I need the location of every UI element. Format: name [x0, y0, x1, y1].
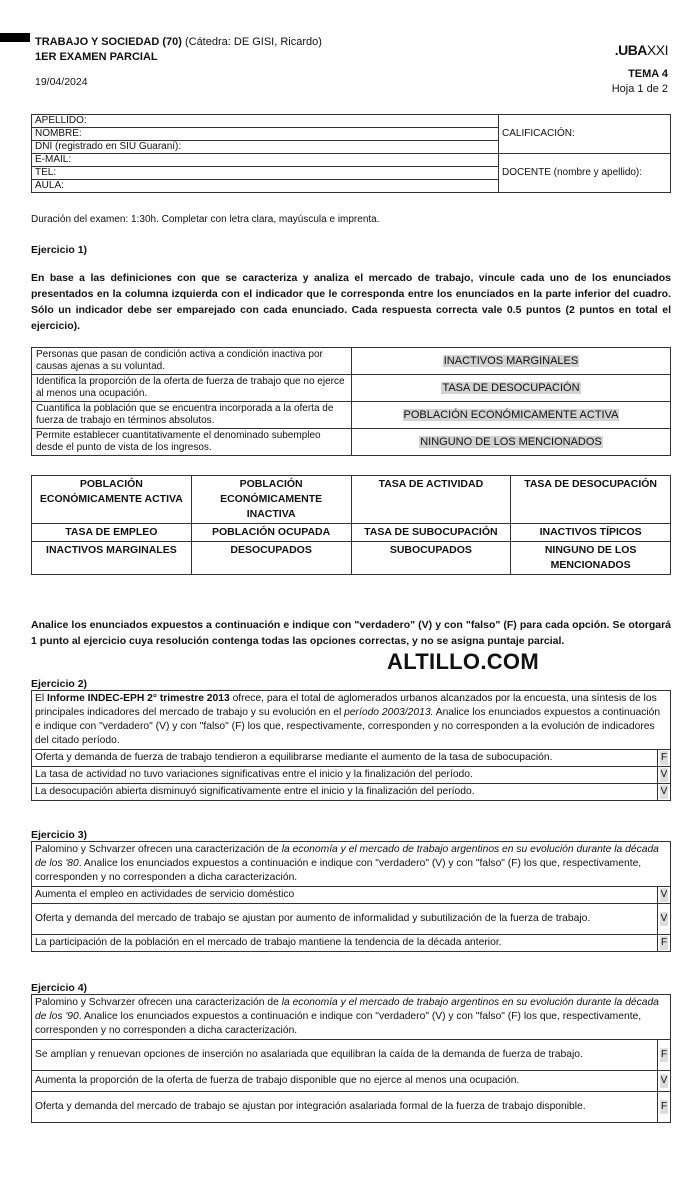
ej1-answer[interactable]: POBLACIÓN ECONÓMICAMENTE ACTIVA [352, 402, 671, 429]
ej2-answer[interactable]: F [658, 750, 671, 767]
ej3-statement: La participación de la población en el mercado de trabajo mantiene la tendencia de la década anterior. [32, 935, 658, 952]
ej3-answer[interactable]: F [658, 935, 671, 952]
ej1-statement: Cuantifica la población que se encuentra incorporada a la oferta de fuerza de trabajo en términos absolutos. [32, 402, 352, 429]
ej1-option: NINGUNO DE LOS MENCIONADOS [511, 542, 671, 575]
ej1-option: INACTIVOS MARGINALES [32, 542, 192, 575]
ej2-statement: Oferta y demanda de fuerza de trabajo tendieron a equilibrarse mediante el aumento de la tasa de subocupación. [32, 750, 658, 767]
ej3-intro: Palomino y Schvarzer ofrecen una caracterización de la economía y el mercado de trabajo argentinos en su evolución durante la década de los '80. Analice los enunciados expuestos a continuación e indique con "verdadero" (V) y con "falso" (F) los que, respectivamente, corresponden y no corresponden a dicha caracterización. [32, 842, 671, 887]
tema-label: TEMA 4 [628, 68, 668, 80]
ej1-option: TASA DE EMPLEO [32, 524, 192, 542]
page-count: Hoja 1 de 2 [611, 83, 668, 95]
ej1-option: TASA DE SUBOCUPACIÓN [351, 524, 511, 542]
ej1-statement: Identifica la proporción de la oferta de fuerza de trabajo que no ejerce al menos una ocupación. [32, 375, 352, 402]
uba-xxi-logo: .UBAXXI [614, 42, 668, 58]
course-title: TRABAJO Y SOCIEDAD (70) (Cátedra: DE GISI, Ricardo) [35, 36, 322, 48]
ej2-answer[interactable]: V [658, 784, 671, 801]
email-field[interactable]: E-MAIL: [32, 154, 499, 167]
ej1-instructions: En base a las definiciones con que se caracteriza y analiza el mercado de trabajo, vincule cada uno de los enunciados presentados en la columna izquierda con el indicador que le corresponda entre los enunciados en la parte inferior del cuadro. Sólo un indicador debe ser emparejado con cada enunciado. Cada respuesta correcta vale 0.5 puntos (2 puntos en total el ejercicio). [31, 272, 671, 332]
ej1-option: POBLACIÓN OCUPADA [191, 524, 351, 542]
dni-field[interactable]: DNI (registrado en SIU Guaraní): [32, 141, 499, 154]
tel-field[interactable]: TEL: [32, 167, 499, 180]
ej3-statement: Aumenta el empleo en actividades de servicio doméstico [32, 887, 658, 904]
ej3-table [31, 841, 671, 952]
ej2-table [31, 690, 671, 801]
ej2-intro: El Informe INDEC-EPH 2° trimestre 2013 ofrece, para el total de aglomerados urbanos alcanzados por la encuesta, una síntesis de los principales indicadores del mercado de trabajo y su evolución en el período 2003/2013. Analice los enunciados expuestos a continuación e indique con "verdadero" (V) y con "falso" (F) los que, respectivamente, corresponden y no corresponden a la evolución de indicadores del citado período. [32, 691, 671, 750]
ej2-answer[interactable]: V [658, 767, 671, 784]
ej4-statement: Oferta y demanda del mercado de trabajo se ajustan por integración asalariada formal de la fuerza de trabajo disponible. [32, 1092, 658, 1123]
ej1-answer[interactable]: NINGUNO DE LOS MENCIONADOS [352, 429, 671, 456]
ej4-statement: Se amplían y renuevan opciones de inserción no asalariada que equilibran la caída de la demanda de fuerza de trabajo. [32, 1040, 658, 1071]
ej2-title: Ejercicio 2) [31, 678, 88, 690]
student-id-table [31, 114, 671, 193]
ej1-match-table [31, 347, 671, 456]
watermark: ALTILLO.COM [387, 649, 539, 674]
exam-date: 19/04/2024 [35, 76, 88, 88]
ej4-statement: Aumenta la proporción de la oferta de fuerza de trabajo disponible que no ejerce al menos una ocupación. [32, 1071, 658, 1092]
ej2-statement: La tasa de actividad no tuvo variaciones significativas entre el inicio y la finalización del período. [32, 767, 658, 784]
ej3-answer[interactable]: V [658, 904, 671, 935]
redaction-bar [0, 33, 30, 42]
ej1-title: Ejercicio 1) [31, 244, 88, 256]
exam-title: 1ER EXAMEN PARCIAL [35, 51, 158, 63]
aula-field[interactable]: AULA: [32, 180, 499, 193]
ej3-title: Ejercicio 3) [31, 829, 88, 841]
ej1-option: DESOCUPADOS [191, 542, 351, 575]
ej3-statement: Oferta y demanda del mercado de trabajo se ajustan por aumento de informalidad y subutilización de la fuerza de trabajo. [32, 904, 658, 935]
ej1-options-table [31, 475, 671, 575]
ej4-intro: Palomino y Schvarzer ofrecen una caracterización de la economía y el mercado de trabajo argentinos en su evolución durante la década de los '90. Analice los enunciados expuestos a continuación e indique con "verdadero" (V) y con "falso" (F) los que, respectivamente, corresponden y no corresponden a dicha caracterización. [32, 995, 671, 1040]
ej4-table [31, 994, 671, 1123]
ej4-answer[interactable]: F [658, 1040, 671, 1071]
ej1-option: POBLACIÓN ECONÓMICAMENTE INACTIVA [191, 476, 351, 524]
ej1-option: SUBOCUPADOS [351, 542, 511, 575]
duration-note: Duración del examen: 1:30h. Completar con letra clara, mayúscula e imprenta. [31, 214, 380, 225]
ej1-option: INACTIVOS TÍPICOS [511, 524, 671, 542]
vf-instructions: Analice los enunciados expuestos a continuación e indique con "verdadero" (V) y con "falso" (F) para cada opción. Se otorgará 1 punto al ejercicio cuya resolución contenga todas las opciones correctas, y no se asigna puntaje parcial. [31, 619, 671, 647]
ej2-statement: La desocupación abierta disminuyó significativamente entre el inicio y la finalización del período. [32, 784, 658, 801]
ej3-answer[interactable]: V [658, 887, 671, 904]
ej4-answer[interactable]: V [658, 1071, 671, 1092]
calificacion-field[interactable]: CALIFICACIÓN: [499, 115, 671, 154]
docente-field[interactable]: DOCENTE (nombre y apellido): [499, 154, 671, 193]
ej4-title: Ejercicio 4) [31, 982, 88, 994]
ej1-statement: Permite establecer cuantitativamente el denominado subempleo desde el punto de vista de los ingresos. [32, 429, 352, 456]
ej1-statement: Personas que pasan de condición activa a condición inactiva por causas ajenas a su voluntad. [32, 348, 352, 375]
ej1-option: TASA DE ACTIVIDAD [351, 476, 511, 524]
nombre-field[interactable]: NOMBRE: [32, 128, 499, 141]
ej1-answer[interactable]: INACTIVOS MARGINALES [352, 348, 671, 375]
ej1-answer[interactable]: TASA DE DESOCUPACIÓN [352, 375, 671, 402]
ej1-option: TASA DE DESOCUPACIÓN [511, 476, 671, 524]
apellido-field[interactable]: APELLIDO: [32, 115, 499, 128]
ej4-answer[interactable]: F [658, 1092, 671, 1123]
ej1-option: POBLACIÓN ECONÓMICAMENTE ACTIVA [32, 476, 192, 524]
